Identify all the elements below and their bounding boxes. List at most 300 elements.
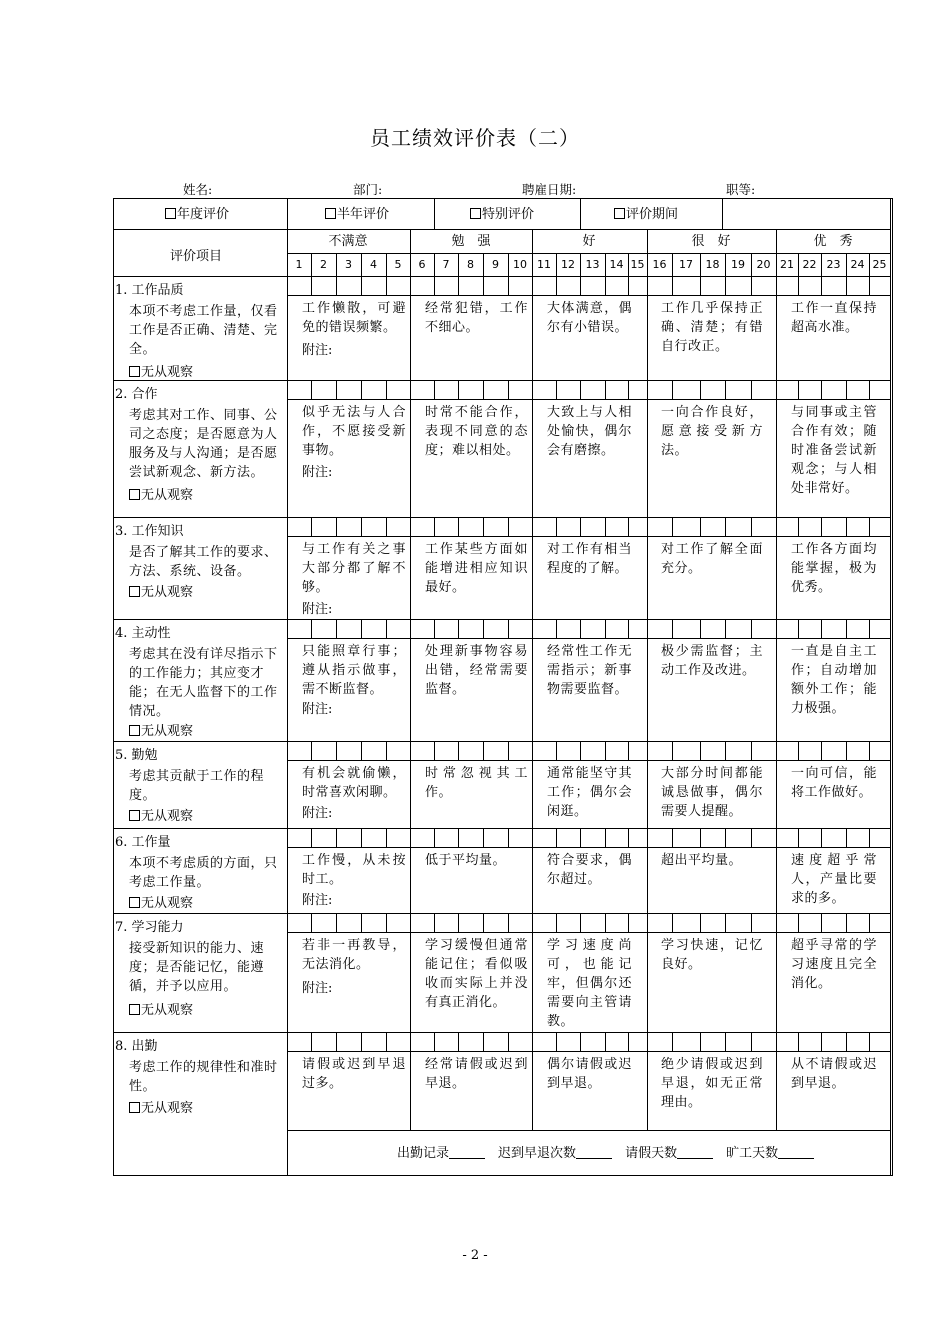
checkbox-icon[interactable] [129,586,140,597]
score-cell[interactable] [726,620,751,638]
score-cell[interactable] [411,381,434,399]
score-cell[interactable] [606,277,628,295]
score-cell[interactable] [581,518,605,536]
annual-review-option[interactable] [165,205,229,224]
score-cell[interactable] [484,1033,508,1051]
not-observed-label: 无从观察 [141,365,194,380]
score-cell[interactable] [847,277,869,295]
score-cell[interactable] [337,914,361,932]
score-cell[interactable] [411,277,434,295]
score-cell[interactable] [777,829,798,847]
score-cell[interactable] [606,518,628,536]
score-cell[interactable] [509,914,532,932]
score-cell[interactable] [288,742,311,760]
name-label: 姓名: [183,182,213,197]
score-cell[interactable] [411,518,434,536]
score-cell[interactable] [847,829,869,847]
score-cell[interactable] [606,742,628,760]
table-border-right [890,198,891,1176]
score-cell[interactable] [799,518,821,536]
score-cell[interactable] [777,518,798,536]
section-title: 5. 勤勉 [115,748,158,763]
score-cell[interactable] [701,1033,725,1051]
score-cell[interactable] [870,742,890,760]
score-cell[interactable] [337,518,361,536]
score-cell[interactable] [459,829,483,847]
table-rule [647,932,648,1033]
score-cell[interactable] [822,829,846,847]
note-label: 附注: [302,343,333,358]
score-cell[interactable] [822,518,846,536]
grade-description: 工作慢，从未按时工。 [302,853,406,887]
score-cell[interactable] [288,620,311,638]
table-rule [410,638,411,742]
score-cell[interactable] [312,829,336,847]
score-cell[interactable] [629,742,647,760]
score-cell[interactable] [777,277,798,295]
section-title: 6. 工作量 [115,835,171,850]
score-cell[interactable] [606,381,628,399]
score-cell[interactable] [847,742,869,760]
score-cell[interactable] [533,381,556,399]
score-cell[interactable] [387,914,410,932]
score-cell[interactable] [701,277,725,295]
table-rule [776,399,777,518]
score-cell[interactable] [870,518,890,536]
score-cell[interactable] [648,829,672,847]
grade-header: 很 好 [691,234,731,249]
score-cell[interactable] [337,829,361,847]
score-cell[interactable] [673,381,700,399]
score-number: 5 [394,258,402,271]
score-cell[interactable] [799,1033,821,1051]
grade-description: 请假或迟到早退过多。 [302,1057,406,1091]
grade-description: 学习速度尚可，也能记牢，但偶尔还需要向主管请教。 [547,938,632,1029]
score-cell[interactable] [629,914,647,932]
section-title: 8. 出勤 [115,1039,158,1054]
score-cell[interactable] [411,829,434,847]
review-period-option[interactable] [614,205,678,224]
note-label: 附注: [302,602,333,617]
score-cell[interactable] [557,518,580,536]
not-observed-option[interactable] [129,807,193,826]
score-cell[interactable] [435,829,458,847]
score-cell[interactable] [870,277,890,295]
score-cell[interactable] [435,381,458,399]
score-cell[interactable] [337,1033,361,1051]
score-cell[interactable] [411,742,434,760]
score-cell[interactable] [673,742,700,760]
score-cell[interactable] [673,829,700,847]
score-cell[interactable] [557,381,580,399]
table-rule [287,198,288,230]
score-cell[interactable] [337,277,361,295]
score-cell[interactable] [557,742,580,760]
score-cell[interactable] [822,277,846,295]
score-cell[interactable] [648,742,672,760]
score-cell[interactable] [557,277,580,295]
score-cell[interactable] [312,914,336,932]
score-cell[interactable] [312,620,336,638]
score-cell[interactable] [509,518,532,536]
score-cell[interactable] [411,1033,434,1051]
table-rule [776,638,777,742]
score-cell[interactable] [581,829,605,847]
score-cell[interactable] [362,381,386,399]
score-cell[interactable] [484,518,508,536]
grade-description: 对工作有相当程度的了解。 [547,542,632,576]
score-cell[interactable] [870,914,890,932]
score-cell[interactable] [777,381,798,399]
grade-description: 大体满意，偶尔有小错误。 [547,301,632,335]
score-cell[interactable] [822,620,846,638]
score-cell[interactable] [581,914,605,932]
table-rule [113,229,891,230]
score-cell[interactable] [312,381,336,399]
score-cell[interactable] [777,742,798,760]
score-cell[interactable] [362,742,386,760]
section-description: 考虑工作的规律性和准时性。 [129,1060,278,1094]
score-cell[interactable] [459,277,483,295]
score-cell[interactable] [870,381,890,399]
score-cell[interactable] [288,829,311,847]
score-cell[interactable] [484,742,508,760]
score-cell[interactable] [629,518,647,536]
score-cell[interactable] [387,620,410,638]
score-cell[interactable] [799,620,821,638]
checkbox-icon[interactable] [129,366,140,377]
score-number: 10 [513,258,527,271]
score-cell[interactable] [459,620,483,638]
score-cell[interactable] [847,620,869,638]
score-cell[interactable] [673,277,700,295]
score-cell[interactable] [847,518,869,536]
score-cell[interactable] [557,1033,580,1051]
score-cell[interactable] [312,277,336,295]
score-cell[interactable] [726,518,751,536]
score-cell[interactable] [822,914,846,932]
checkbox-icon[interactable] [614,208,625,219]
checkbox-icon[interactable] [129,897,140,908]
score-cell[interactable] [387,1033,410,1051]
score-cell[interactable] [701,914,725,932]
score-cell[interactable] [870,1033,890,1051]
checkbox-icon[interactable] [325,208,336,219]
score-cell[interactable] [337,742,361,760]
score-cell[interactable] [435,620,458,638]
score-cell[interactable] [337,381,361,399]
score-cell[interactable] [648,518,672,536]
score-cell[interactable] [312,1033,336,1051]
score-cell[interactable] [435,914,458,932]
checkbox-icon[interactable] [129,1004,140,1015]
not-observed-option[interactable] [129,486,193,505]
score-cell[interactable] [777,914,798,932]
table-rule [647,847,648,914]
not-observed-option[interactable] [129,722,193,741]
checkbox-icon[interactable] [129,1102,140,1113]
score-cell[interactable] [673,518,700,536]
special-review-option[interactable] [470,205,534,224]
score-cell[interactable] [288,1033,311,1051]
note-label: 附注: [302,465,333,480]
score-cell[interactable] [847,1033,869,1051]
score-cell[interactable] [509,381,532,399]
score-cell[interactable] [387,829,410,847]
score-cell[interactable] [648,1033,672,1051]
score-cell[interactable] [752,914,776,932]
score-cell[interactable] [752,620,776,638]
score-cell[interactable] [581,742,605,760]
leave-days-field[interactable] [677,1146,713,1159]
score-cell[interactable] [581,381,605,399]
score-cell[interactable] [288,914,311,932]
score-number: 19 [731,258,745,271]
score-cell[interactable] [629,829,647,847]
score-cell[interactable] [362,829,386,847]
score-cell[interactable] [557,620,580,638]
grade-description: 符合要求，偶尔超过。 [547,853,632,887]
score-cell[interactable] [847,914,869,932]
semiannual-review-option[interactable] [325,205,389,224]
score-cell[interactable] [673,1033,700,1051]
checkbox-icon[interactable] [129,489,140,500]
score-cell[interactable] [509,829,532,847]
score-cell[interactable] [484,277,508,295]
score-cell[interactable] [581,1033,605,1051]
score-cell[interactable] [648,914,672,932]
not-observed-label: 无从观察 [141,1003,194,1018]
score-cell[interactable] [533,518,556,536]
score-cell[interactable] [752,742,776,760]
score-cell[interactable] [411,620,434,638]
table-rule [287,1051,891,1052]
grade-description: 与工作有关之事大部分都了解不够。 [302,542,406,595]
score-cell[interactable] [459,518,483,536]
table-border-right-double [892,198,893,1176]
score-cell[interactable] [726,914,751,932]
section-description: 考虑其对工作、同事、公司之态度；是否愿意为人服务及与人沟通；是否愿尝试新观念、新方法。 [129,408,278,480]
score-cell[interactable] [435,742,458,760]
score-cell[interactable] [288,518,311,536]
table-rule [287,847,891,848]
score-cell[interactable] [701,518,725,536]
attendance-record-row [397,1144,814,1163]
score-cell[interactable] [387,518,410,536]
score-cell[interactable] [581,277,605,295]
score-number: 7 [442,258,450,271]
score-cell[interactable] [362,277,386,295]
score-cell[interactable] [362,914,386,932]
score-cell[interactable] [557,914,580,932]
section-title: 7. 学习能力 [115,920,184,935]
score-cell[interactable] [822,381,846,399]
score-cell[interactable] [752,381,776,399]
score-cell[interactable] [701,381,725,399]
score-cell[interactable] [629,620,647,638]
score-number: 12 [561,258,575,271]
checkbox-icon[interactable] [470,208,481,219]
grade-description: 经常性工作无需指示；新事物需要监督。 [547,644,632,697]
table-rule [647,536,648,620]
late-count-field[interactable] [576,1146,612,1159]
score-cell[interactable] [726,1033,751,1051]
score-cell[interactable] [459,381,483,399]
score-cell[interactable] [484,829,508,847]
grade-description: 时常忽视其工作。 [425,766,528,800]
checkbox-icon[interactable] [129,725,140,736]
grade-description: 工作一直保持超高水准。 [791,301,877,335]
table-rule [647,1051,648,1131]
not-observed-option[interactable] [129,583,193,602]
attendance-record-field[interactable] [449,1146,485,1159]
table-rule [287,932,891,933]
score-cell[interactable] [435,277,458,295]
score-cell[interactable] [459,1033,483,1051]
score-cell[interactable] [484,914,508,932]
score-number: 17 [679,258,693,271]
score-cell[interactable] [581,620,605,638]
score-cell[interactable] [435,518,458,536]
score-cell[interactable] [673,620,700,638]
score-cell[interactable] [799,829,821,847]
score-cell[interactable] [557,829,580,847]
score-cell[interactable] [629,1033,647,1051]
score-cell[interactable] [509,277,532,295]
score-cell[interactable] [606,1033,628,1051]
grade-description: 一向合作良好，愿意接受新方法。 [661,405,763,458]
table-rule [532,536,533,620]
score-cell[interactable] [629,381,647,399]
score-cell[interactable] [312,742,336,760]
score-cell[interactable] [606,620,628,638]
score-cell[interactable] [435,1033,458,1051]
table-border-left [113,198,114,1176]
score-cell[interactable] [459,914,483,932]
score-number: 23 [826,258,841,271]
table-rule [776,295,777,381]
table-border-top [113,198,892,199]
score-cell[interactable] [533,277,556,295]
score-cell[interactable] [533,829,556,847]
score-number: 6 [418,258,426,271]
score-cell[interactable] [484,620,508,638]
score-cell[interactable] [701,742,725,760]
not-observed-option[interactable] [129,1001,193,1020]
score-cell[interactable] [509,620,532,638]
score-cell[interactable] [726,742,751,760]
score-cell[interactable] [533,1033,556,1051]
score-cell[interactable] [648,620,672,638]
score-cell[interactable] [533,742,556,760]
score-cell[interactable] [799,277,821,295]
score-cell[interactable] [629,277,647,295]
score-cell[interactable] [312,518,336,536]
score-cell[interactable] [533,620,556,638]
score-cell[interactable] [726,277,751,295]
grade-description: 有机会就偷懒，时常喜欢闲聊。 [302,766,406,800]
table-rule [532,638,533,742]
late-count-field-label: 迟到早退次数 [498,1146,577,1161]
score-cell[interactable] [509,742,532,760]
score-cell[interactable] [726,381,751,399]
score-cell[interactable] [648,381,672,399]
score-number: 11 [537,258,551,271]
score-cell[interactable] [606,914,628,932]
score-cell[interactable] [777,620,798,638]
grade-description: 大部分时间都能诚恳做事，偶尔需要人提醒。 [661,766,763,819]
score-number: 9 [492,258,499,271]
score-cell[interactable] [288,277,311,295]
score-cell[interactable] [459,742,483,760]
score-cell[interactable] [752,277,776,295]
score-cell[interactable] [752,518,776,536]
checkbox-icon[interactable] [129,810,140,821]
score-cell[interactable] [387,381,410,399]
grade-description: 学习缓慢但通常能记住；看似吸收而实际上并没有真正消化。 [425,938,528,1010]
score-cell[interactable] [387,742,410,760]
not-observed-option[interactable] [129,894,193,913]
score-cell[interactable] [362,1033,386,1051]
absent-days-field[interactable] [778,1146,814,1159]
score-number: 25 [872,258,887,271]
score-cell[interactable] [870,829,890,847]
grade-description: 通常能坚守其工作；偶尔会闲逛。 [547,766,632,819]
score-cell[interactable] [799,381,821,399]
grade-description: 绝少请假或迟到早退，如无正常理由。 [661,1057,763,1110]
score-cell[interactable] [752,829,776,847]
grade-description: 对工作了解全面充分。 [661,542,763,576]
checkbox-icon[interactable] [165,208,176,219]
grade-description: 超出平均量。 [661,853,743,868]
score-cell[interactable] [726,829,751,847]
score-cell[interactable] [337,620,361,638]
score-cell[interactable] [533,914,556,932]
score-cell[interactable] [362,518,386,536]
not-observed-option[interactable] [129,1099,193,1118]
grade-header: 好 [582,234,596,249]
table-border-bottom [113,1175,893,1176]
score-cell[interactable] [288,381,311,399]
score-cell[interactable] [822,742,846,760]
score-cell[interactable] [870,620,890,638]
grade-description: 学习快速，记忆良好。 [661,938,763,972]
score-cell[interactable] [362,620,386,638]
score-cell[interactable] [701,829,725,847]
not-observed-label: 无从观察 [141,1101,194,1116]
score-cell[interactable] [673,914,700,932]
score-cell[interactable] [752,1033,776,1051]
table-rule [580,198,581,230]
score-cell[interactable] [606,829,628,847]
score-cell[interactable] [484,381,508,399]
score-cell[interactable] [387,277,410,295]
grade-description: 偶尔请假或迟到早退。 [547,1057,632,1091]
table-rule [647,295,648,381]
score-cell[interactable] [822,1033,846,1051]
score-cell[interactable] [701,620,725,638]
grade-description: 极少需监督；主动工作及改进。 [661,644,763,678]
score-cell[interactable] [411,914,434,932]
score-cell[interactable] [847,381,869,399]
table-rule [532,1051,533,1131]
score-cell[interactable] [648,277,672,295]
score-cell[interactable] [799,742,821,760]
score-cell[interactable] [777,1033,798,1051]
score-cell[interactable] [799,914,821,932]
note-label: 附注: [302,893,333,908]
score-cell[interactable] [509,1033,532,1051]
